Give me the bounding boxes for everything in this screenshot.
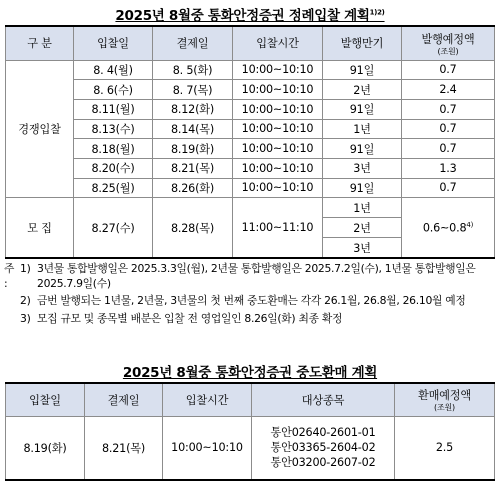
cell-settle: 8.12(화): [153, 99, 233, 119]
cell-targets: [252, 416, 395, 480]
table2-title: 2025년 8월중 통화안정증권 중도환매 계획: [122, 365, 378, 381]
cell-time: 10:00~10:10: [233, 178, 323, 198]
group-label-competitive: 경쟁입찰: [6, 60, 74, 198]
cell-settle: 8.28(목): [153, 198, 233, 258]
footnote-number: 3): [20, 311, 31, 325]
cell-bid: 8.13(수): [74, 119, 153, 139]
cell-bid: 8.11(월): [74, 99, 153, 119]
header-bid-date: 입찰일: [6, 383, 85, 416]
header-bid-time: 입찰시간: [163, 383, 252, 416]
group-label-subscription: 모 집: [6, 198, 74, 258]
cell-amount: 0.7: [402, 99, 495, 119]
cell-settle: 8.21(목): [153, 158, 233, 178]
cell-settle: 8.14(목): [153, 119, 233, 139]
table-row: [6, 80, 495, 100]
cell-amount: 0.7: [402, 178, 495, 198]
footnote-2: [4, 294, 496, 309]
table-row: [6, 60, 495, 80]
footnote-3: [4, 312, 496, 327]
cell-maturity: 91일: [323, 99, 402, 119]
cell-bid: 8.19(화): [6, 416, 85, 480]
header-amount: 환매예정액 (조원): [395, 383, 495, 416]
footnote-lead: 주 :: [4, 262, 15, 290]
header-category: 구 분: [6, 26, 74, 60]
cell-bid: 8.18(월): [74, 139, 153, 159]
issuance-plan-table: [5, 25, 495, 259]
target-issue: 통안03200-2607-02: [270, 456, 376, 470]
cell-settle: 8. 7(목): [153, 80, 233, 100]
cell-time: 10:00~10:10: [233, 158, 323, 178]
footnotes: [4, 262, 496, 326]
cell-bid: 8.27(수): [74, 198, 153, 258]
header-target: 대상종목: [252, 383, 395, 416]
cell-amount: 1.3: [402, 158, 495, 178]
footnote-text: 3년물 통합발행일은 2025.3.3일(월), 2년물 통합발행일은 2025.7.2일(수), 1년물 통합발행일은 2025.7.9일(수): [37, 262, 476, 290]
table1-title: 2025년 8월중 통화안정증권 정례입찰 계획$^{1)2)}$: [115, 8, 385, 24]
cell-maturity: 91일: [323, 60, 402, 80]
cell-time: 10:00~10:10: [233, 60, 323, 80]
cell-maturity: 3년: [323, 238, 402, 258]
cell-maturity: 2년: [323, 80, 402, 100]
cell-amount: 2.5: [395, 416, 495, 480]
cell-amount: 0.7: [402, 119, 495, 139]
table-row: [6, 158, 495, 178]
cell-time: 10:00~10:10: [163, 416, 252, 480]
cell-maturity: 91일: [323, 178, 402, 198]
table-row: [6, 416, 495, 480]
cell-amount: 0.7: [402, 60, 495, 80]
header-settle-date: 결제일: [85, 383, 163, 416]
footnote-number: 2): [20, 294, 31, 307]
cell-time: 10:00~10:10: [233, 99, 323, 119]
header-maturity: 발행만기: [323, 26, 402, 60]
cell-time: 11:00~11:10: [233, 198, 323, 258]
cell-amount: 0.6~0.8$^{4)}$: [402, 198, 495, 258]
table-row: [6, 178, 495, 198]
cell-settle: 8.19(화): [153, 139, 233, 159]
cell-bid: 8.25(월): [74, 178, 153, 198]
cell-bid: 8.20(수): [74, 158, 153, 178]
table-row: [6, 139, 495, 159]
cell-settle: 8. 5(화): [153, 60, 233, 80]
table-row: [6, 198, 495, 218]
footnote-number: 1): [20, 262, 31, 275]
cell-time: 10:00~10:10: [233, 80, 323, 100]
cell-maturity: 1년: [323, 198, 402, 218]
cell-maturity: 2년: [323, 218, 402, 238]
cell-maturity: 1년: [323, 119, 402, 139]
table-row: [6, 99, 495, 119]
cell-time: 10:00~10:10: [233, 139, 323, 159]
table-row: [6, 119, 495, 139]
header-amount: 발행예정액 (조원): [402, 26, 495, 60]
cell-settle: 8.21(목): [85, 416, 163, 480]
cell-amount: 2.4: [402, 80, 495, 100]
footnote-1: [4, 262, 496, 291]
header-bid-time: 입찰시간: [233, 26, 323, 60]
cell-time: 10:00~10:10: [233, 119, 323, 139]
header-bid-date: 입찰일: [74, 26, 153, 60]
buyback-plan-table: [5, 382, 495, 481]
cell-maturity: 91일: [323, 139, 402, 159]
cell-amount: 0.7: [402, 139, 495, 159]
footnote-text: 모집 규모 및 종목별 배분은 입찰 전 영업일인 8.26일(화) 최종 확정: [37, 311, 343, 325]
cell-settle: 8.26(화): [153, 178, 233, 198]
cell-maturity: 3년: [323, 158, 402, 178]
header-settle-date: 결제일: [153, 26, 233, 60]
cell-bid: 8. 4(월): [74, 60, 153, 80]
target-issue: 통안03365-2604-02: [270, 441, 376, 455]
target-issue: 통안02640-2601-01: [270, 426, 376, 440]
cell-bid: 8. 6(수): [74, 80, 153, 100]
footnote-text: 금번 발행되는 1년물, 2년물, 3년물의 첫 번째 중도환매는 각각 26.1월, 26.8월, 26.10월 예정: [37, 294, 466, 307]
